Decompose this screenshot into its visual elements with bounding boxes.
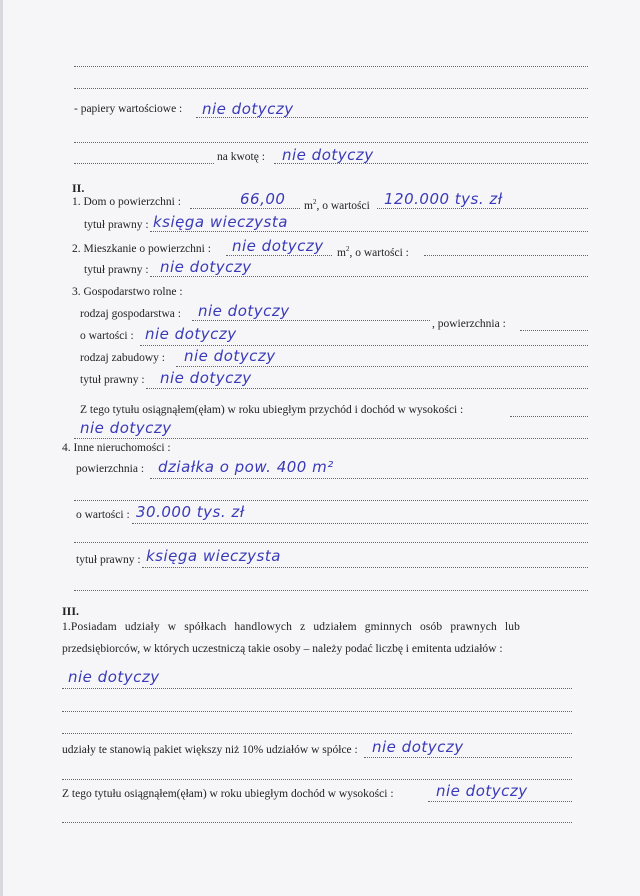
amount-label: na kwotę : bbox=[217, 151, 265, 163]
dotted-line bbox=[510, 416, 588, 417]
page-edge bbox=[0, 0, 3, 896]
dotted-line bbox=[74, 500, 588, 501]
dotted-line bbox=[74, 542, 588, 543]
farm-income-label: Z tego tytułu osiągnąłem(ęłam) w roku ubiegłym przychód i dochód w wysokości : bbox=[80, 404, 464, 416]
dotted-line bbox=[520, 330, 588, 331]
dotted-line bbox=[150, 231, 588, 232]
dotted-line bbox=[150, 276, 588, 277]
other-value: 30.000 tys. zł bbox=[136, 503, 245, 521]
dotted-line bbox=[132, 523, 588, 524]
section-ii-heading: II. bbox=[72, 181, 85, 195]
shares-10pct-value: nie dotyczy bbox=[372, 738, 464, 756]
dotted-line bbox=[176, 366, 588, 367]
dotted-line bbox=[428, 801, 572, 802]
dotted-line bbox=[364, 757, 572, 758]
farm-type-label: rodzaj gospodarstwa : bbox=[80, 308, 181, 320]
house-area: 66,00 bbox=[240, 190, 286, 208]
dotted-line bbox=[150, 478, 588, 479]
dotted-line bbox=[74, 163, 214, 164]
farm-type-value: nie dotyczy bbox=[198, 302, 290, 320]
dotted-line bbox=[62, 822, 572, 823]
dotted-line bbox=[74, 88, 588, 89]
dotted-line bbox=[74, 438, 588, 439]
section-iii-heading: III. bbox=[62, 604, 80, 618]
farm-buildings-value: nie dotyczy bbox=[184, 347, 276, 365]
dotted-line bbox=[226, 255, 332, 256]
dotted-line bbox=[377, 208, 588, 209]
farm-value: nie dotyczy bbox=[145, 325, 237, 343]
dotted-line bbox=[142, 567, 588, 568]
house-title-label: tytuł prawny : bbox=[84, 219, 149, 231]
house-value: 120.000 tys. zł bbox=[384, 190, 503, 208]
dotted-line bbox=[62, 688, 572, 689]
house-m2-label: $m^2$, o wartości bbox=[304, 198, 370, 212]
apartment-title-label: tytuł prawny : bbox=[84, 264, 149, 276]
dotted-line bbox=[146, 388, 588, 389]
dotted-line bbox=[74, 142, 588, 143]
apartment-label: 2. Mieszkanie o powierzchni : bbox=[72, 243, 211, 255]
other-area-value: działka o pow. 400 m² bbox=[158, 458, 334, 476]
dotted-line bbox=[190, 208, 300, 209]
shares-value: nie dotyczy bbox=[68, 668, 160, 686]
other-area-label: powierzchnia : bbox=[76, 463, 145, 475]
dotted-line bbox=[424, 255, 588, 256]
dotted-line bbox=[74, 66, 588, 67]
farm-title-value: nie dotyczy bbox=[160, 369, 252, 387]
farm-income-value: nie dotyczy bbox=[80, 419, 172, 437]
farm-label: 3. Gospodarstwo rolne : bbox=[72, 286, 183, 298]
securities-value: nie dotyczy bbox=[202, 100, 294, 118]
shares-income-label: Z tego tytułu osiągnąłem(ęłam) w roku ubiegłym dochód w wysokości : bbox=[62, 788, 394, 800]
dotted-line bbox=[62, 711, 572, 712]
shares-text-line2: przedsiębiorców, w których uczestniczą takie osoby – należy podać liczbę i emitenta udziałów : bbox=[62, 643, 503, 655]
other-title-label: tytuł prawny : bbox=[76, 554, 141, 566]
house-label: 1. Dom o powierzchni : bbox=[72, 196, 181, 208]
dotted-line bbox=[140, 345, 588, 346]
farm-value-label: o wartości : bbox=[80, 330, 134, 342]
farm-area-label: , powierzchnia : bbox=[432, 318, 506, 330]
other-title-value: księga wieczysta bbox=[146, 547, 281, 565]
shares-text-line1: 1.Posiadam udziały w spółkach handlowych z udziałem gminnych osób prawnych lub bbox=[62, 621, 521, 633]
shares-income-value: nie dotyczy bbox=[436, 782, 528, 800]
other-value-label: o wartości : bbox=[76, 509, 130, 521]
farm-buildings-label: rodzaj zabudowy : bbox=[80, 352, 165, 364]
dotted-line bbox=[192, 320, 430, 321]
securities-label: - papiery wartościowe : bbox=[74, 103, 183, 115]
dotted-line bbox=[74, 590, 588, 591]
shares-10pct-label: udziały te stanowią pakiet większy niż 10% udziałów w spółce : bbox=[62, 744, 358, 756]
other-property-label: 4. Inne nieruchomości : bbox=[62, 442, 171, 454]
amount-value: nie dotyczy bbox=[282, 146, 374, 164]
house-title-value: księga wieczysta bbox=[153, 213, 288, 231]
dotted-line bbox=[62, 779, 572, 780]
farm-title-label: tytuł prawny : bbox=[80, 374, 145, 386]
dotted-line bbox=[62, 733, 572, 734]
apartment-title-value: nie dotyczy bbox=[160, 258, 252, 276]
apartment-area: nie dotyczy bbox=[232, 237, 324, 255]
apartment-m2-label: $m^2$, o wartości : bbox=[337, 245, 409, 259]
